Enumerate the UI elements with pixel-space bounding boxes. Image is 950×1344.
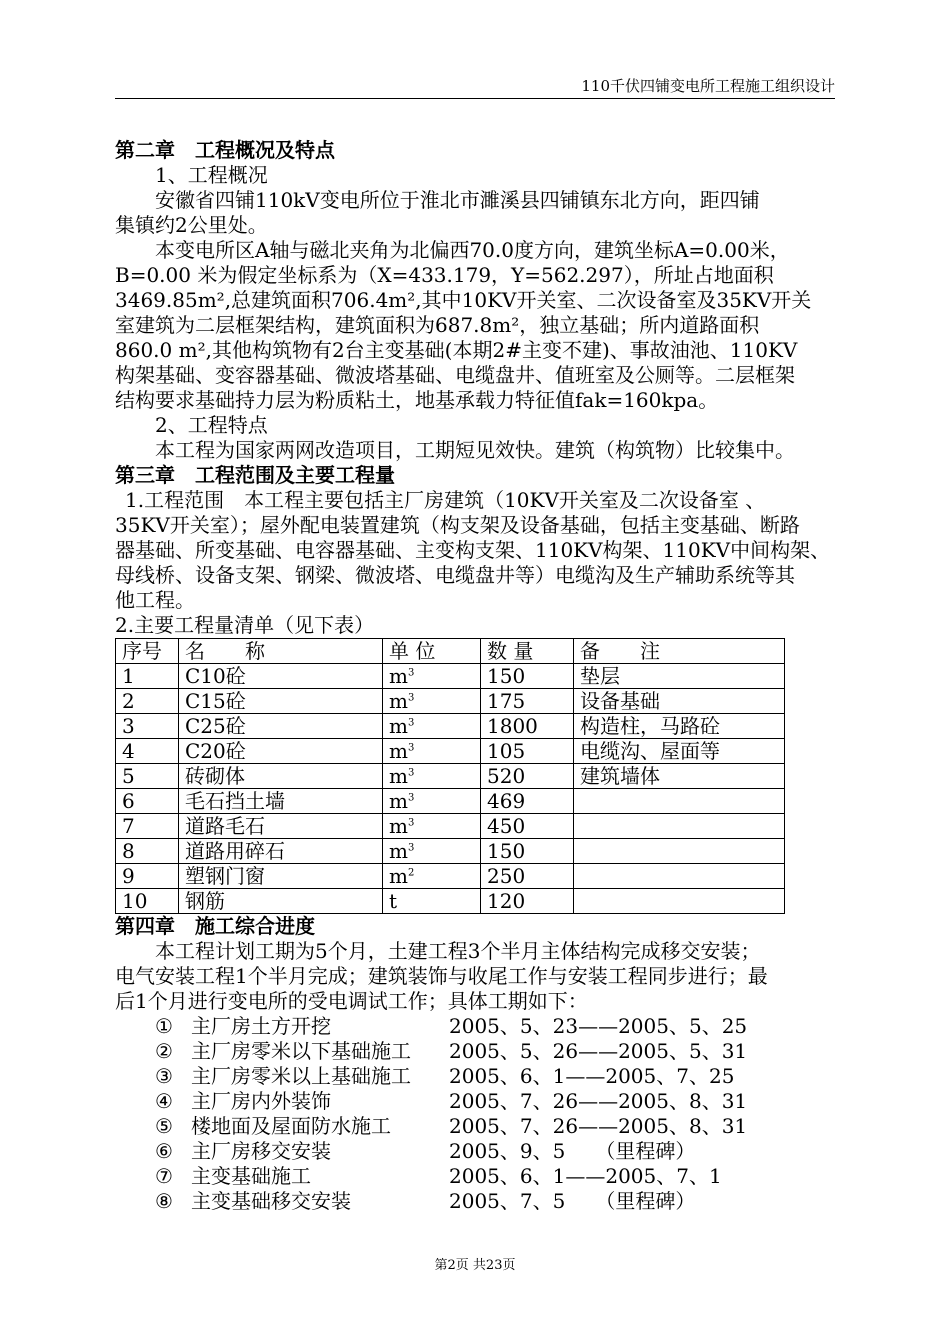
cell-unit: $m^3$ bbox=[383, 739, 481, 764]
cell-quantity: 1800 bbox=[481, 714, 574, 739]
schedule-item bbox=[115, 1139, 840, 1164]
schedule-number: ④ bbox=[155, 1089, 173, 1113]
schedule-task: 主厂房零米以下基础施工 bbox=[191, 1039, 411, 1063]
cell-quantity: 250 bbox=[481, 864, 574, 889]
chapter-3-title: 第三章 工程范围及主要工程量 bbox=[115, 463, 395, 487]
schedule-number: ③ bbox=[155, 1064, 173, 1088]
schedule-date: 2005、7、26——2005、8、31 bbox=[449, 1089, 748, 1113]
cell-index: 5 bbox=[116, 764, 179, 789]
scope-paragraph-line: 35KV开关室）；屋外配电装置建筑（构支架及设备基础，包括主变基础、断路 bbox=[115, 513, 800, 537]
page-footer: 第2页 共23页 bbox=[434, 1258, 516, 1273]
cell-index: 6 bbox=[116, 789, 179, 814]
features-paragraph: 本工程为国家两网改造项目，工期短见效快。建筑（构筑物）比较集中。 bbox=[155, 438, 795, 462]
cell-remarks bbox=[574, 889, 785, 914]
scope-paragraph-line: 他工程。 bbox=[115, 588, 195, 612]
schedule-list bbox=[115, 1014, 840, 1214]
header-cell-remarks: 备 注 bbox=[574, 639, 785, 664]
scope-paragraph-line: 母线桥、设备支架、钢梁、微波塔、电缆盘井等）电缆沟及生产辅助系统等其 bbox=[115, 563, 795, 587]
header-cell-quantity: 数 量 bbox=[481, 639, 574, 664]
schedule-item bbox=[115, 1189, 840, 1214]
overview-paragraph-line: 集镇约2公里处。 bbox=[115, 213, 268, 237]
cell-unit: $m^3$ bbox=[383, 814, 481, 839]
chapter-4-title: 第四章 施工综合进度 bbox=[115, 914, 315, 938]
schedule-date: 2005、6、1——2005、7、25 bbox=[449, 1064, 735, 1088]
table-row bbox=[116, 714, 785, 739]
schedule-number: ① bbox=[155, 1014, 173, 1038]
schedule-date: 2005、7、26——2005、8、31 bbox=[449, 1114, 748, 1138]
schedule-task: 主变基础移交安装 bbox=[191, 1189, 351, 1213]
cell-quantity: 150 bbox=[481, 664, 574, 689]
table-row bbox=[116, 789, 785, 814]
schedule-date: 2005、7、5 （里程碑） bbox=[449, 1189, 696, 1213]
cell-name: 塑钢门窗 bbox=[179, 864, 383, 889]
cell-remarks: 构造柱，马路砼 bbox=[574, 714, 785, 739]
section-overview-heading: 1、工程概况 bbox=[155, 163, 268, 187]
cell-remarks: 设备基础 bbox=[574, 689, 785, 714]
schedule-task: 主厂房内外装饰 bbox=[191, 1089, 331, 1113]
cell-name: C10砼 bbox=[179, 664, 383, 689]
schedule-date: 2005、5、23——2005、5、25 bbox=[449, 1014, 748, 1038]
schedule-number: ⑧ bbox=[155, 1189, 173, 1213]
cell-quantity: 520 bbox=[481, 764, 574, 789]
schedule-intro-line: 后1个月进行变电所的受电调试工作；具体工期如下： bbox=[115, 989, 588, 1013]
site-paragraph-line: 室建筑为二层框架结构，建筑面积为687.8m²，独立基础；所内道路面积 bbox=[115, 313, 760, 337]
schedule-task: 主厂房零米以上基础施工 bbox=[191, 1064, 411, 1088]
quantity-list-title: 2.主要工程量清单（见下表） bbox=[115, 613, 375, 637]
scope-paragraph-line: 器基础、所变基础、电容器基础、主变构支架、110KV构架、110KV中间构架、 bbox=[115, 538, 831, 562]
cell-index: 1 bbox=[116, 664, 179, 689]
cell-index: 3 bbox=[116, 714, 179, 739]
cell-quantity: 469 bbox=[481, 789, 574, 814]
cell-unit: $m^3$ bbox=[383, 714, 481, 739]
cell-remarks bbox=[574, 839, 785, 864]
table-row bbox=[116, 864, 785, 889]
cell-name: 钢筋 bbox=[179, 889, 383, 914]
quantity-table bbox=[115, 638, 785, 914]
cell-index: 10 bbox=[116, 889, 179, 914]
cell-index: 4 bbox=[116, 739, 179, 764]
cell-name: C20砼 bbox=[179, 739, 383, 764]
cell-quantity: 175 bbox=[481, 689, 574, 714]
cell-unit: t bbox=[383, 889, 481, 914]
schedule-item bbox=[115, 1089, 840, 1114]
schedule-item bbox=[115, 1039, 840, 1064]
cell-quantity: 150 bbox=[481, 839, 574, 864]
schedule-intro-line: 电气安装工程1个半月完成；建筑装饰与收尾工作与安装工程同步进行；最 bbox=[115, 964, 768, 988]
cell-unit: $m^3$ bbox=[383, 689, 481, 714]
cell-index: 7 bbox=[116, 814, 179, 839]
table-row bbox=[116, 664, 785, 689]
schedule-task: 主变基础施工 bbox=[191, 1164, 311, 1188]
header-cell-unit: 单 位 bbox=[383, 639, 481, 664]
table-header-row bbox=[116, 639, 785, 664]
site-paragraph-line: 3469.85m²,总建筑面积706.4m²,其中10KV开关室、二次设备室及35KV开关 bbox=[115, 288, 812, 312]
schedule-number: ② bbox=[155, 1039, 173, 1063]
schedule-item bbox=[115, 1064, 840, 1089]
scope-paragraph-line: 1.工程范围 本工程主要包括主厂房建筑（10KV开关室及二次设备室 、 bbox=[125, 488, 766, 512]
site-paragraph-line: 构架基础、变容器基础、微波塔基础、电缆盘井、值班室及公厕等。二层框架 bbox=[115, 363, 795, 387]
overview-paragraph-line: 安徽省四铺110kV变电所位于淮北市濉溪县四铺镇东北方向，距四铺 bbox=[155, 188, 760, 212]
schedule-number: ⑦ bbox=[155, 1164, 173, 1188]
header-cell-name: 名 称 bbox=[179, 639, 383, 664]
cell-unit: $m^3$ bbox=[383, 764, 481, 789]
table-row bbox=[116, 764, 785, 789]
cell-remarks: 垫层 bbox=[574, 664, 785, 689]
cell-name: C25砼 bbox=[179, 714, 383, 739]
cell-quantity: 450 bbox=[481, 814, 574, 839]
schedule-item bbox=[115, 1164, 840, 1189]
schedule-date: 2005、5、26——2005、5、31 bbox=[449, 1039, 748, 1063]
table-row bbox=[116, 689, 785, 714]
schedule-item bbox=[115, 1014, 840, 1039]
site-paragraph-line: 860.0 m²,其他构筑物有2台主变基础(本期2#主变不建)、事故油池、110KV bbox=[115, 338, 798, 362]
site-paragraph-line: B=0.00 米为假定坐标系为（X=433.179，Y=562.297），所址占地面积 bbox=[115, 263, 774, 287]
schedule-number: ⑥ bbox=[155, 1139, 173, 1163]
cell-remarks: 电缆沟、屋面等 bbox=[574, 739, 785, 764]
schedule-intro-line: 本工程计划工期为5个月，土建工程3个半月主体结构完成移交安装； bbox=[155, 939, 761, 963]
cell-unit: $m^2$ bbox=[383, 864, 481, 889]
cell-name: 砖砌体 bbox=[179, 764, 383, 789]
cell-name: 毛石挡土墙 bbox=[179, 789, 383, 814]
site-paragraph-line: 本变电所区A轴与磁北夹角为北偏西70.0度方向，建筑坐标A=0.00米， bbox=[155, 238, 790, 262]
cell-quantity: 120 bbox=[481, 889, 574, 914]
cell-name: C15砼 bbox=[179, 689, 383, 714]
schedule-task: 主厂房土方开挖 bbox=[191, 1014, 331, 1038]
cell-remarks bbox=[574, 789, 785, 814]
cell-name: 道路毛石 bbox=[179, 814, 383, 839]
cell-unit: $m^3$ bbox=[383, 839, 481, 864]
cell-unit: $m^3$ bbox=[383, 789, 481, 814]
table-row bbox=[116, 889, 785, 914]
cell-index: 8 bbox=[116, 839, 179, 864]
table-row bbox=[116, 839, 785, 864]
cell-unit: $m^3$ bbox=[383, 664, 481, 689]
cell-remarks: 建筑墙体 bbox=[574, 764, 785, 789]
cell-remarks bbox=[574, 864, 785, 889]
schedule-number: ⑤ bbox=[155, 1114, 173, 1138]
schedule-date: 2005、9、5 （里程碑） bbox=[449, 1139, 696, 1163]
site-paragraph-line: 结构要求基础持力层为粉质粘土，地基承载力特征值fak=160kpa。 bbox=[115, 388, 719, 412]
cell-remarks bbox=[574, 814, 785, 839]
section-features-heading: 2、工程特点 bbox=[155, 413, 268, 437]
cell-quantity: 105 bbox=[481, 739, 574, 764]
cell-index: 9 bbox=[116, 864, 179, 889]
schedule-date: 2005、6、1——2005、7、1 bbox=[449, 1164, 722, 1188]
schedule-item bbox=[115, 1114, 840, 1139]
table-row bbox=[116, 739, 785, 764]
schedule-task: 楼地面及屋面防水施工 bbox=[191, 1114, 391, 1138]
cell-index: 2 bbox=[116, 689, 179, 714]
table-row bbox=[116, 814, 785, 839]
page-header: 110千伏四铺变电所工程施工组织设计 bbox=[115, 76, 835, 99]
page-content bbox=[115, 138, 840, 1214]
cell-name: 道路用碎石 bbox=[179, 839, 383, 864]
chapter-2-title: 第二章 工程概况及特点 bbox=[115, 138, 335, 162]
header-cell-index: 序号 bbox=[116, 639, 179, 664]
schedule-task: 主厂房移交安装 bbox=[191, 1139, 331, 1163]
